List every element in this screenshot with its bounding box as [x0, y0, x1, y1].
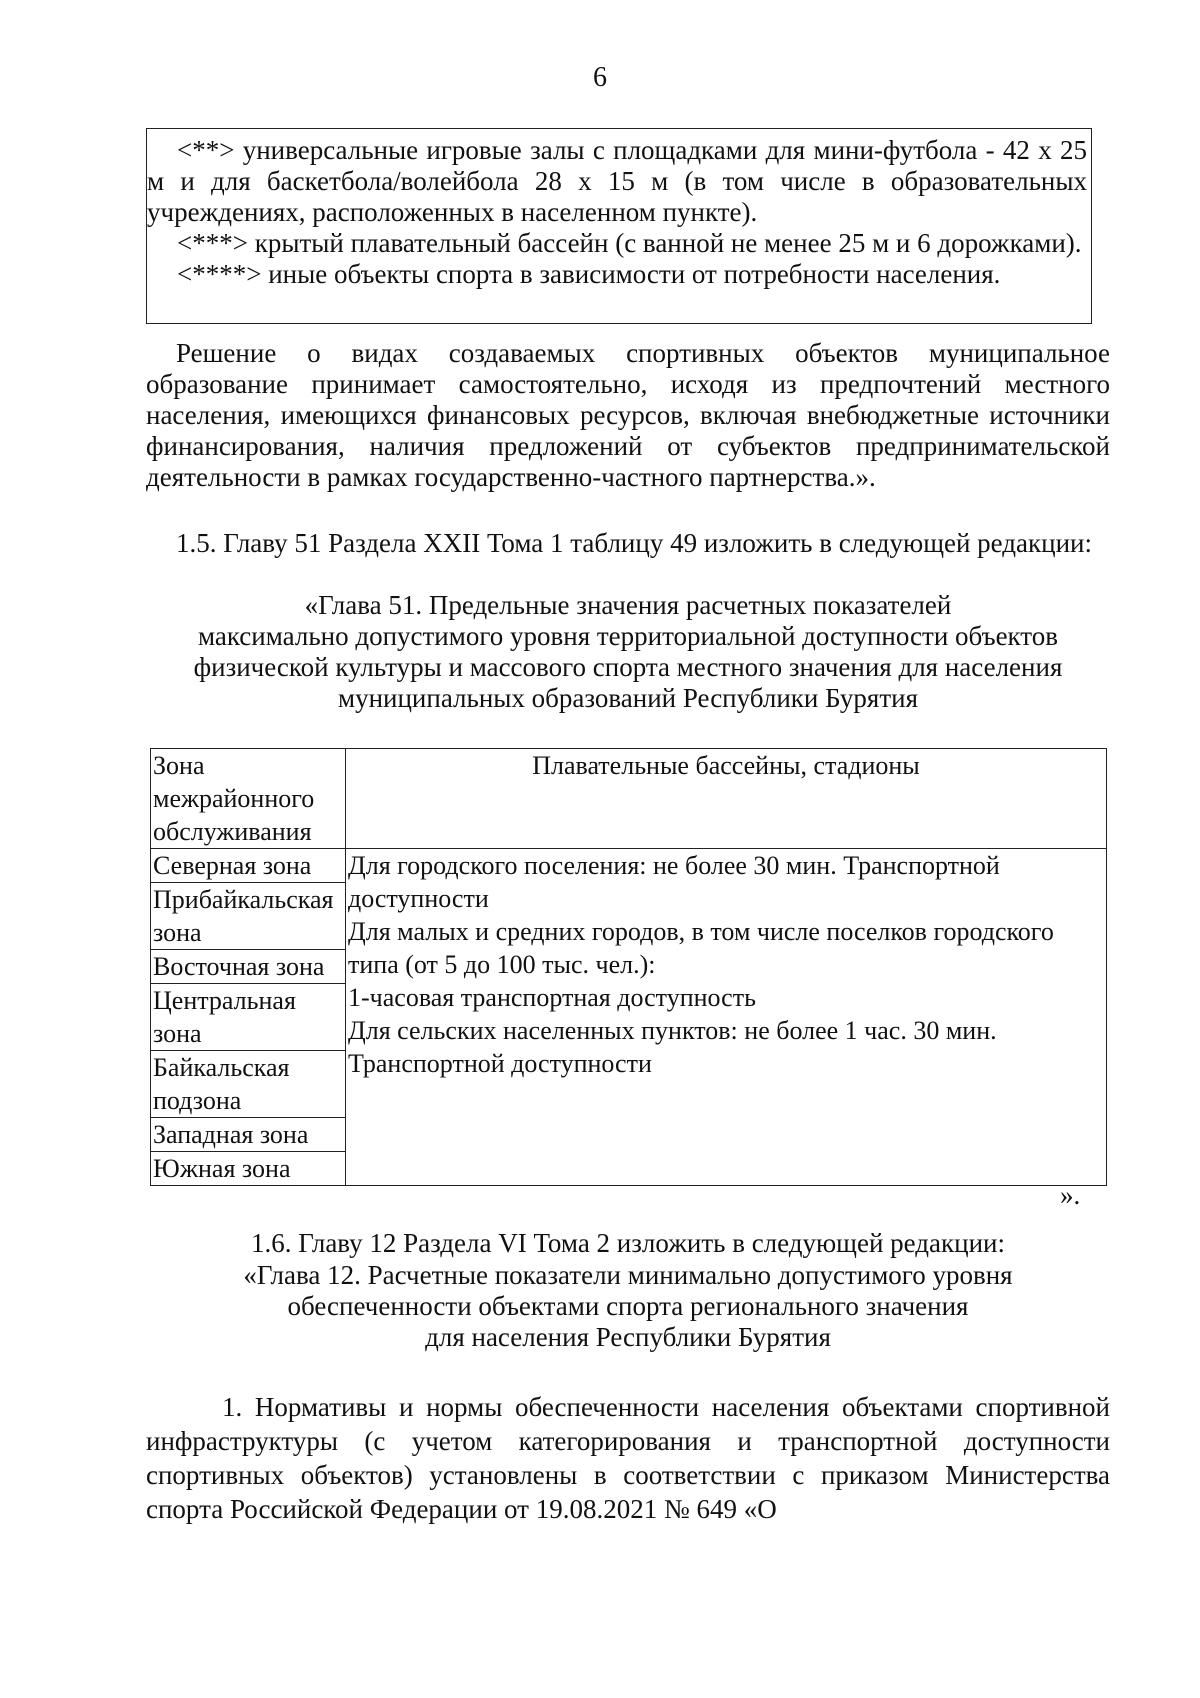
footnote-other-objects: <****> иные объекты спорта в зависимости от потребности населения.	[177, 259, 1001, 289]
zone-cell: Центральная зона	[151, 984, 346, 1051]
zone-cell: Южная зона	[151, 1152, 346, 1186]
header-value-cell: Плавательные бассейны, стадионы	[346, 749, 1107, 849]
item-1-6: 1.6. Главу 12 Раздела VI Тома 2 изложить в следующей редакции:	[251, 1228, 1005, 1258]
table-header-row	[151, 749, 1107, 849]
chapter-12-title-line: «Глава 12. Расчетные показатели минимально допустимого уровня	[243, 1260, 1013, 1290]
value-line: Для малых и средних городов, в том числе поселков городского типа (от 5 до 100 тыс. чел.):	[348, 917, 1054, 979]
footnotes-box	[146, 128, 1092, 324]
chapter-51-title-line: физической культуры и массового спорта местного значения для населения	[193, 652, 1063, 682]
value-line: Для городского поселения: не более 30 мин. Транспортной доступности	[348, 851, 1000, 913]
chapter-12-title-line: обеспеченности объектами спорта регионального значения	[287, 1291, 969, 1321]
header-zone-cell: Зона межрайонного обслуживания	[151, 749, 346, 849]
chapter-51-title	[146, 590, 1110, 714]
footnote-game-halls: <**> универсальные игровые залы с площадками для мини-футбола - 42 х 25 м и для баскетбола/волейбола 28 х 15 м (в том числе в образовательных учреждениях, расположенных в населенном пункте).	[147, 135, 1087, 227]
table-row	[151, 849, 1107, 883]
chapter-51-title-line: муниципальных образований Республики Бурятия	[338, 683, 918, 713]
table-closing-quote: ».	[1060, 1180, 1081, 1210]
decision-paragraph: Решение о видах создаваемых спортивных объектов муниципальное образование принимает самостоятельно, исходя из предпочтений местного населения, имеющихся финансовых ресурсов, включая внебюджетные источники финансирования, наличия предложений от субъектов предпринимательской деятельности в рамках государственно-частного партнерства.».	[146, 338, 1110, 492]
chapter-12-title-line: для населения Республики Бурятия	[425, 1322, 831, 1352]
zone-cell: Прибайкальская зона	[151, 883, 346, 950]
chapter-51-title-line: «Глава 51. Предельные значения расчетных показателей	[304, 590, 952, 620]
item-1-5: 1.5. Главу 51 Раздела XXII Тома 1 таблицу 49 изложить в следующей редакции:	[176, 528, 1092, 558]
footnote-swimming-pool: <***> крытый плавательный бассейн (с ванной не менее 25 м и 6 дорожками).	[177, 228, 1082, 258]
zone-cell: Байкальская подзона	[151, 1051, 346, 1118]
zone-cell: Западная зона	[151, 1118, 346, 1152]
value-cell	[346, 849, 1107, 1186]
page-number: 6	[593, 62, 607, 93]
chapter-51-title-line: максимально допустимого уровня территориальной доступности объектов	[197, 621, 1059, 651]
item-1-paragraph: 1. Нормативы и нормы обеспеченности населения объектами спортивной инфраструктуры (с учетом категорирования и транспортной доступности спортивных объектов) установлены в соответствии с приказом Министерства спорта Российской Федерации от 19.08.2021 № 649 «О	[146, 1392, 1110, 1524]
chapter-12-title	[146, 1260, 1110, 1353]
zone-cell: Северная зона	[151, 849, 346, 883]
zone-cell: Восточная зона	[151, 950, 346, 984]
zones-table	[150, 748, 1107, 1186]
value-line: 1-часовая транспортная доступность	[348, 983, 756, 1012]
value-line: Для сельских населенных пунктов: не более 1 час. 30 мин. Транспортной доступности	[348, 1016, 997, 1078]
